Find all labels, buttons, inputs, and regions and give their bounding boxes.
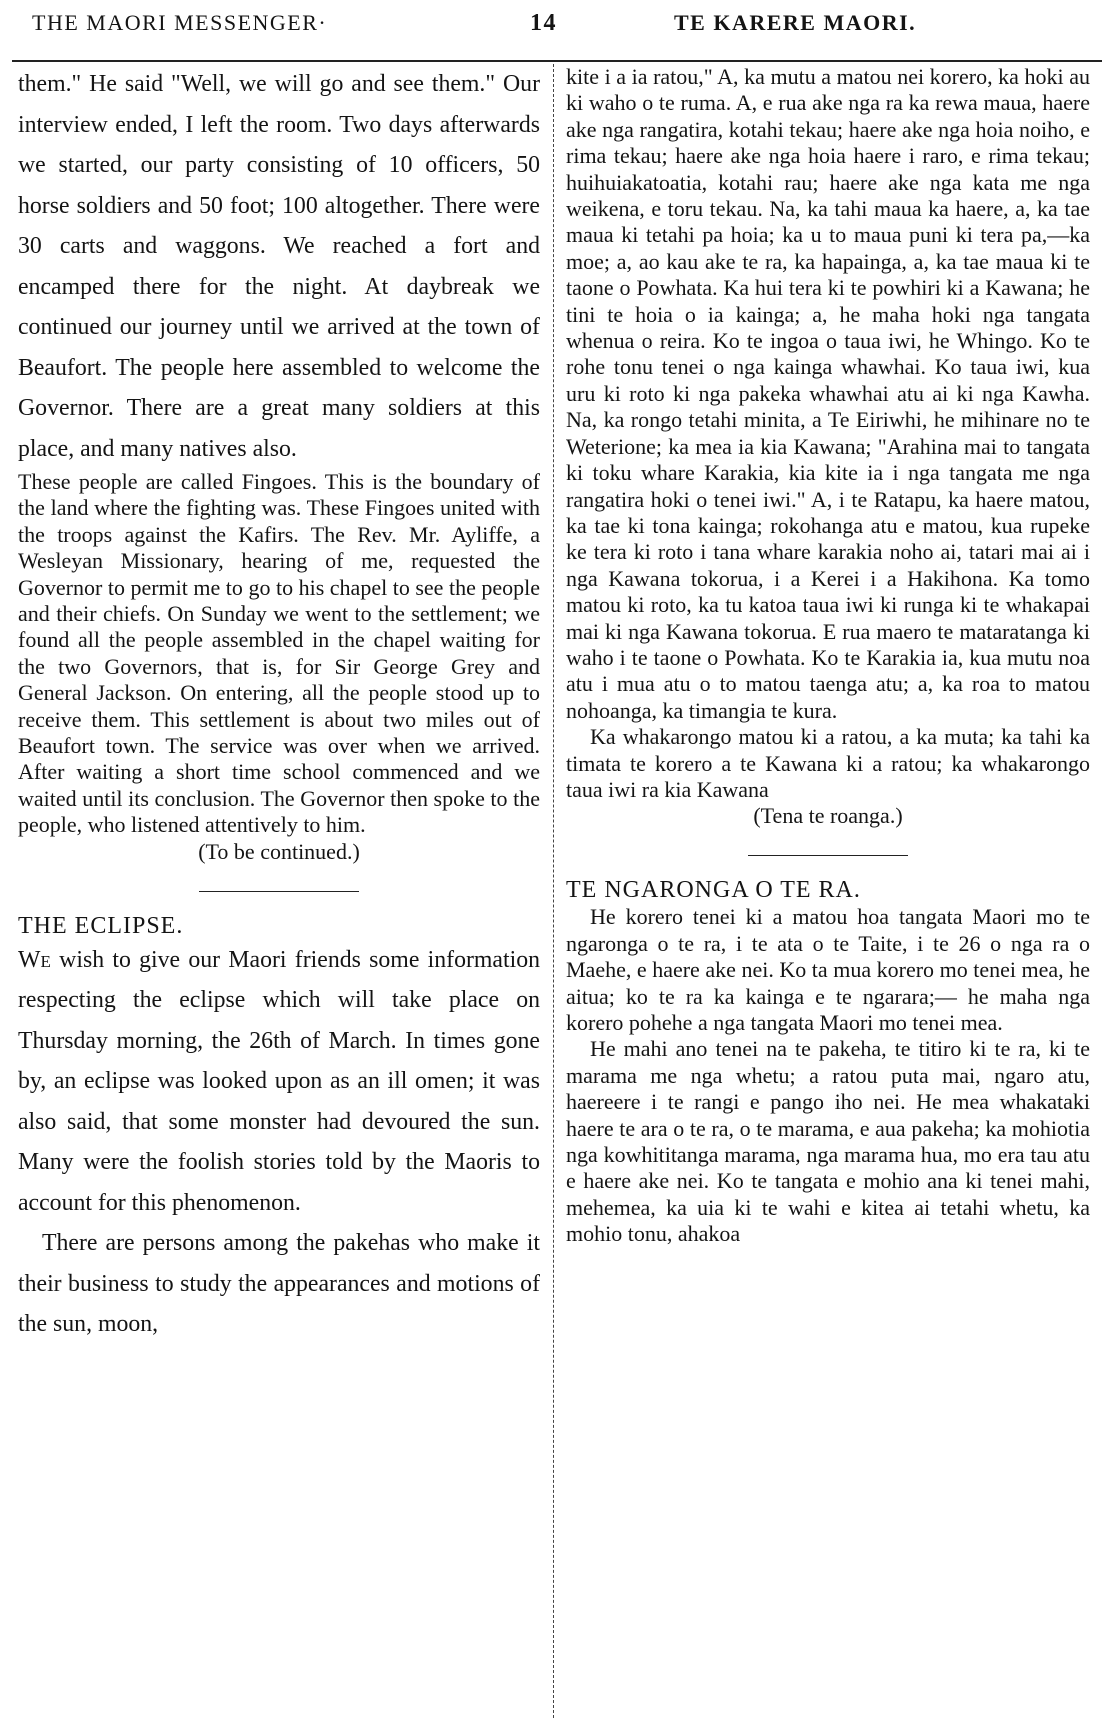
article-paragraph: kite i a ia ratou," A, ka mutu a matou nei korero, ka hoki au ki waho o te ruma. A, e rua ake nga ra ka rewa maua, haere ake nga rangatira, kotahi tekau; haere ake nga hoia noiho, e rima tekau; haere ake nga hoia haere i raro, e rima tekau; huihuiakatoatia, kotahi rau; haere ake nga kata me nga weikena, e toru tekau. Na, ka tahi maua ka haere, a, ka tae maua ki tetahi pa hoia; ka u to maua puni ki tera pa,—ka moe; a, ao kau ake te ra, ka hapainga, a, ka tae maua ki te taone o Powhata. Ka hui tera ki te powhiri ki a Kawana; he tini te hoia o ia kainga; a, he maha hoki nga tangata whenua o reira. Ko te ingoa o taua iwi, he Whingo. Ko te rohe tonu tenei o nga kainga whawhai. Ko taua iwi, kua uru ki roto ki nga pakeka whawhai atu ai ki nga Kawha. Na, ka rongo tetahi minita, a Te Eiriwhi, he mihinare no te Weterione; ka mea ia kia Kawana; "Arahina mai to tangata ki toku whare Karakia, kia kite ia i nga tangata me nga rangatira hoki o tenei iwi." A, i te Ratapu, ka haere matou, ka tae ki tona kainga; rokohanga atu e matou, kua rupeke ke tera ki roto i tana whare karakia noho ai, tatari mai ai i nga Kawana tokorua, i a Kerei i a Hakihona. Ka tomo matou ki roto, ka tu katoa taua iwi ki runga ki te whakapai mai ki nga Kawana tokorua. E rua maero te mataratanga ki waho i te taone o Powhata. Ko te Karakia ia, kua mutu noa atu i mua atu o to matou taenga atu; a, ka roa to matou nohoanga, ka timangia te kura. (566, 64, 1090, 723)
english-column (18, 64, 540, 1720)
header-rule (12, 60, 1102, 62)
section-title: TE NGARONGA O TE RA. (566, 877, 861, 904)
page-header (12, 4, 1102, 40)
article-paragraph: There are persons among the pakehas who make it their business to study the appearances and motions of the sun, moon, (18, 1230, 540, 1338)
page-number: 14 (530, 10, 557, 36)
lead-word: We (18, 946, 51, 973)
section-rule (748, 855, 908, 856)
section-rule (199, 891, 359, 892)
header-maori-title: TE KARERE MAORI. (674, 10, 917, 35)
maori-column (566, 64, 1090, 1720)
article-paragraph: He korero tenei ki a matou hoa tangata Maori mo te ngaronga o te ra, i te ata o te Taite, i te 26 o nga ra o Maehe, e haere ake nei. Ko ta mua korero mo tenei mea, he aitua; ko te ra ka kainga e te ngarara;— he maha nga korero pohehe a nga tangata Maori mo tenei mea. (566, 904, 1090, 1035)
column-divider (553, 64, 554, 1718)
continued-note: (Tena te roanga.) (753, 803, 903, 829)
article-paragraph: them." He said "Well, we will go and see them." Our interview ended, I left the room. Two days afterwards we started, our party consisting of 10 officers, 50 horse soldiers and 50 foot; 100 altogether. There were 30 carts and waggons. We reached a fort and encamped there for the night. At daybreak we continued our journey until we arrived at the town of Beaufort. The people here assembled to welcome the Governor. There are a great many soldiers at this place, and many natives also. (18, 71, 540, 462)
paragraph-text: wish to give our Maori friends some information respecting the eclipse which will take place on Thursday morning, the 26th of March. In times gone by, an eclipse was looked upon as an ill omen; it was also said, that some monster had devoured the sun. Many were the foolish stories told by the Maoris to account for this phenomenon. (18, 946, 540, 1216)
article-paragraph: He mahi ano tenei na te pakeha, te titiro ki te ra, ki te marama me nga whetu; a ratou puta mai, ngaro atu, haereere i te rangi e pango iho nei. He mea whakataki haere te ara o te ra, o te marama, e aua pakeha; ka mohiotia nga kowhititanga marama, nga marama hua, mo era tau atu e haere ake nei. Ko te tangata e mohio ana ki tenei mahi, mehemea, ka uia ki te wahi e kitea ai tetahi whetu, ka mohio tonu, ahakoa (566, 1036, 1090, 1247)
article-paragraph: Ka whakarongo matou ki a ratou, a ka muta; ka tahi ka timata te korero a te Kawana ki a ratou; ka whakarongo taua iwi ra kia Kawana (566, 724, 1090, 802)
continued-note: (To be continued.) (198, 838, 360, 864)
article-paragraph (18, 940, 540, 1224)
article-paragraph: These people are called Fingoes. This is the boundary of the land where the fighting was. These Fingoes united with the troops against the Kafirs. The Rev. Mr. Ayliffe, a Wesleyan Missionary, hearing of me, requested the Governor to permit me to go to his chapel to see the people and their chiefs. On Sunday we went to the settlement; we found all the people assembled in the chapel waiting for the two Governors, that is, for Sir George Grey and General Jackson. On entering, all the people stood up to receive them. This settlement is about two miles out of Beaufort town. The service was over when we arrived. After waiting a short time school commenced and we waited until its conclusion. The Governor then spoke to the people, who listened attentively to him. (18, 469, 540, 838)
header-english-title: THE MAORI MESSENGER· (32, 10, 328, 35)
section-title: THE ECLIPSE. (18, 912, 184, 939)
